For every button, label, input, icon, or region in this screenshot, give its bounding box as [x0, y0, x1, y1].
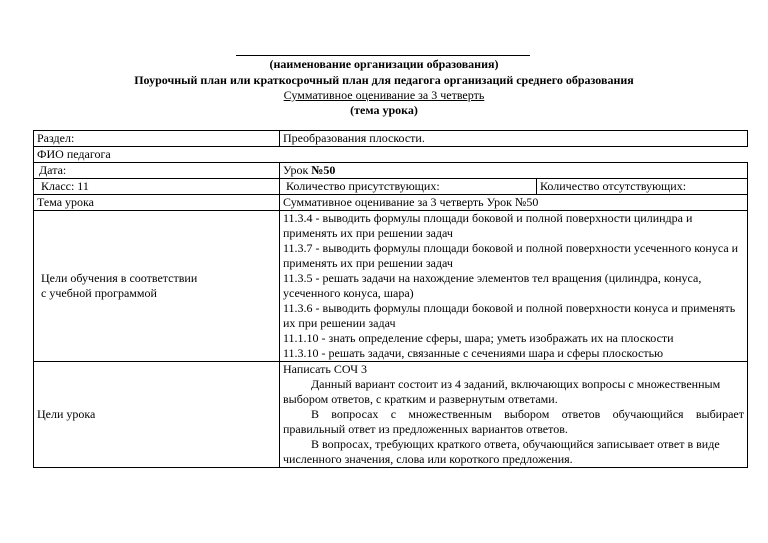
row-class [34, 179, 748, 195]
section-value: Преобразования плоскости. [280, 131, 748, 147]
lesson-goals-paragraph: численного значения, слова или короткого предложения. [283, 452, 573, 466]
present-count-label: Количество присутствующих: [280, 179, 537, 195]
lesson-goals-label: Цели урока [34, 362, 280, 468]
lesson-topic-heading: Суммативное оценивание за 3 четверть [283, 88, 485, 102]
lesson-goals-paragraph: В вопросах с множественным выбором ответов обучающийся выбирает правильный ответ из предложенных вариантов ответов. [283, 407, 744, 436]
absent-count-label: Количество отсутствующих: [537, 179, 748, 195]
learning-goal-item: 11.3.7 - выводить формулы площади боковой и полной поверхности усеченного конуса и применять их при решении задач [283, 241, 739, 270]
lesson-number: Урок №50 [280, 163, 748, 179]
date-label: Дата: [34, 163, 280, 179]
lesson-topic-caption: (тема урока) [350, 103, 418, 117]
lesson-goals-paragraph: Данный вариант состоит из 4 заданий, включающих вопросы с множественным [311, 377, 721, 391]
lesson-goals-line: Написать СОЧ 3 [283, 362, 368, 376]
learning-goal-item: 11.3.4 - выводить формулы площади боковой и полной поверхности цилиндра и применять их при решении задач [283, 211, 693, 240]
section-label: Раздел: [34, 131, 280, 147]
plan-title: Поурочный план или краткосрочный план для педагога организаций среднего образования [134, 73, 634, 87]
lesson-topic-value: Суммативное оценивание за 3 четверть Урок №50 [280, 195, 748, 211]
learning-goals-list [280, 211, 748, 362]
organization-caption: (наименование организации образования) [269, 57, 499, 71]
row-lesson-goals [34, 362, 748, 468]
row-teacher [34, 147, 748, 163]
learning-goals-label-line: Цели обучения в соответствии [41, 271, 198, 285]
lesson-plan-table [33, 130, 748, 468]
row-section [34, 131, 748, 147]
learning-goal-item: 11.3.10 - решать задачи, связанные с сечениями шара и сферы плоскостью [283, 346, 664, 360]
row-learning-goals [34, 211, 748, 362]
lesson-topic-label: Тема урока [34, 195, 280, 211]
lesson-goals-paragraph: выбором ответов, с кратким и развернутым ответами. [283, 392, 558, 406]
row-lesson-topic [34, 195, 748, 211]
learning-goals-label-line: с учебной программой [41, 286, 157, 300]
teacher-label: ФИО педагога [34, 147, 748, 163]
row-date [34, 163, 748, 179]
learning-goal-item: 11.3.5 - решать задачи на нахождение элементов тел вращения (цилиндра, конуса, усеченного конуса, шара) [283, 271, 702, 300]
lesson-goals-paragraph: В вопросах, требующих краткого ответа, обучающийся записывает ответ в виде [311, 437, 720, 451]
organization-name-line [236, 55, 530, 56]
learning-goal-item: 11.3.6 - выводить формулы площади боковой и полной поверхности конуса и применять их при решении задач [283, 301, 736, 330]
learning-goal-item: 11.1.10 - знать определение сферы, шара; уметь изображать их на плоскости [283, 331, 674, 345]
class-label: Класс: 11 [34, 179, 280, 195]
lesson-goals-text [280, 362, 748, 468]
learning-goals-label [34, 211, 280, 362]
